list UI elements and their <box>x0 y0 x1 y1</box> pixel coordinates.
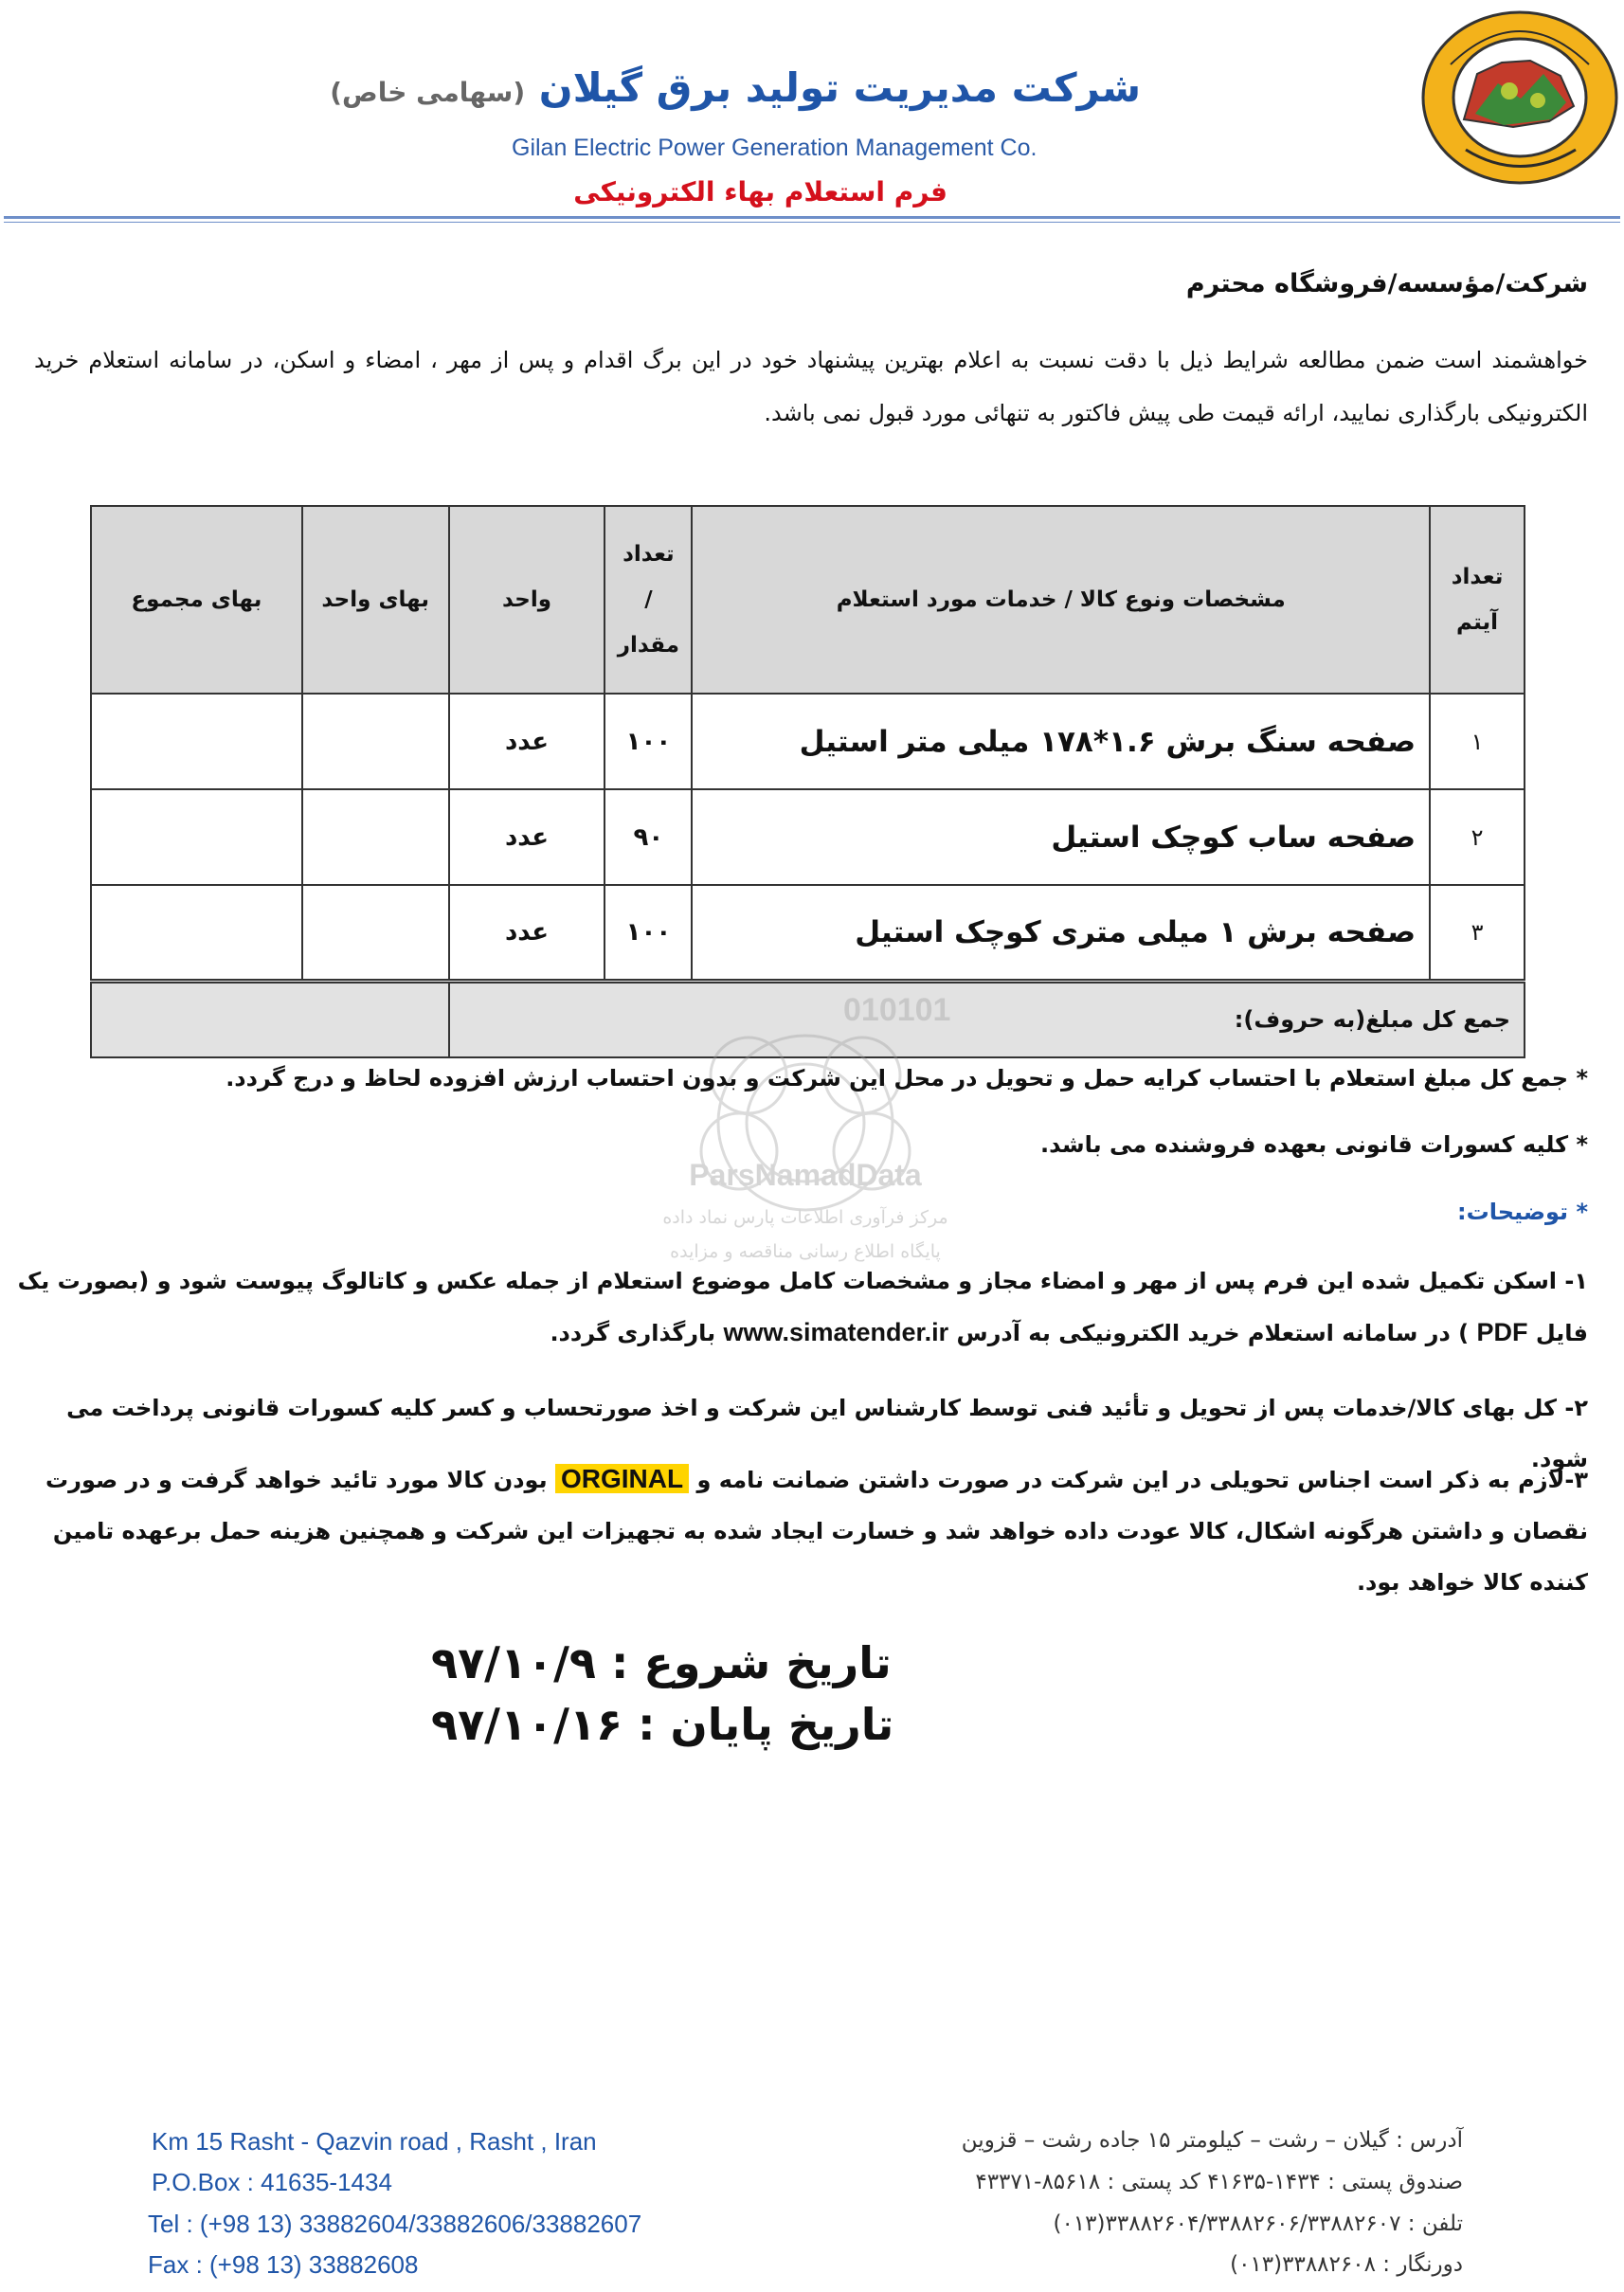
note-text: جمع کل مبلغ استعلام با احتساب کرایه حمل و تحویل در محل این شرکت و بدون احتساب ارزش افزوده لحاظ و درج گردد. <box>226 1065 1569 1092</box>
row-quantity: ۱۰۰ <box>604 885 692 981</box>
row-unit: عدد <box>449 694 605 789</box>
row-total-price-cell[interactable] <box>91 885 302 981</box>
footer-pobox-fa: صندوق پستی : ۱۴۳۴-۴۱۶۳۵ کد پستی : ۸۵۶۱۸-۴۳۳۷۱ <box>975 2170 1463 2194</box>
company-name-en: Gilan Electric Power Generation Management Co. <box>512 135 1038 161</box>
row-unit-price-cell[interactable] <box>302 789 449 885</box>
company-type: (سهامی خاص) <box>330 77 526 108</box>
note-text: کلیه کسورات قانونی بعهده فروشنده می باشد. <box>1040 1131 1569 1158</box>
footer-tel-fa: تلفن : ۳۳۸۸۲۶۰۴/۳۳۸۸۲۶۰۶/۳۳۸۸۲۶۰۷(۰۱۳) <box>1053 2211 1463 2236</box>
note-deductions <box>1040 1131 1588 1158</box>
footer-address-en: Km 15 Rasht - Qazvin road , Rasht , Iran <box>152 2127 597 2156</box>
table-row <box>91 694 1525 789</box>
note-bullet: * <box>1576 1199 1588 1225</box>
watermark-line2: پایگاه اطلاع رسانی مناقصه و مزایده <box>670 1241 941 1262</box>
table-header-row <box>91 506 1525 694</box>
table-row <box>91 885 1525 981</box>
row-quantity: ۹۰ <box>604 789 692 885</box>
footer-address-fa: آدرس : گیلان – رشت – کیلومتر ۱۵ جاده رشت – قزوین <box>961 2128 1463 2153</box>
intro-paragraph: خواهشمند است ضمن مطالعه شرایط ذیل با دقت نسبت به اعلام بهترین پیشنهاد خود در این برگ اقدام و پس از مهر ، امضاء و اسکن، در سامانه استعلام خرید الکترونیکی بارگذاری نمایید، ارائه قیمت طی پیش فاکتور به تنهائی مورد قبول نمی باشد. <box>34 347 1588 426</box>
header-total-price: بهای مجموع <box>91 506 302 694</box>
form-title: فرم استعلام بهاء الکترونیکی <box>573 176 947 208</box>
row-number: ۳ <box>1430 885 1525 981</box>
row-description: صفحه سنگ برش ۱.۶*۱۷۸ میلی متر استیل <box>692 694 1430 789</box>
header-divider-thin <box>4 222 1620 223</box>
company-seal-icon <box>1418 8 1621 188</box>
row-description: صفحه برش ۱ میلی متری کوچک استیل <box>692 885 1430 981</box>
items-table <box>90 505 1525 1058</box>
note-bullet: * <box>1576 1131 1588 1158</box>
header-item-count <box>1430 506 1525 694</box>
footer-pobox-en: P.O.Box : 41635-1434 <box>152 2168 392 2196</box>
header-quantity-line1: تعداد <box>623 542 675 568</box>
header-divider <box>4 216 1620 219</box>
original-highlight: ORGINAL <box>555 1464 689 1493</box>
note-total-amount <box>226 1065 1588 1092</box>
footer-fax-fa: دورنگار : ۳۳۸۸۲۶۰۸(۰۱۳) <box>1230 2252 1463 2277</box>
company-name-fa: شرکت مدیریت تولید برق گیلان <box>538 64 1141 111</box>
row-total-price-cell[interactable] <box>91 789 302 885</box>
row-unit-price-cell[interactable] <box>302 885 449 981</box>
row-number: ۱ <box>1430 694 1525 789</box>
explanation-1 <box>15 1255 1588 1359</box>
watermark-binary: 010101 <box>843 992 951 1028</box>
header-unit-price: بهای واحد <box>302 506 449 694</box>
header-quantity-line2: / <box>644 587 653 613</box>
row-number: ۲ <box>1430 789 1525 885</box>
row-total-price-cell[interactable] <box>91 694 302 789</box>
pdf-label: PDF <box>1476 1318 1528 1346</box>
header-quantity-line3: مقدار <box>617 633 679 659</box>
explanation-3-text-b: بودن کالا مورد تائید خواهد گرفت و در صورت نقصان و داشتن هرگونه اشکال، کالا عودت داده خواهد شد و خسارت ایجاد شده به تجهیزات این شرکت و همچنین هزینه حمل برعهده تامین کننده کالا خواهد بود. <box>45 1467 1588 1596</box>
salutation: شرکت/مؤسسه/فروشگاه محترم <box>1185 269 1588 298</box>
footer-tel-en: Tel : (+98 13) 33882604/33882606/33882607 <box>148 2210 642 2238</box>
explanation-3-text-a: ۳-لازم به ذکر است اجناس تحویلی در این شرکت در صورت داشتن ضمانت نامه و <box>696 1467 1588 1493</box>
header-unit: واحد <box>449 506 605 694</box>
total-amount-cell[interactable] <box>91 981 449 1057</box>
explanation-1-text-b: ) در سامانه استعلام خرید الکترونیکی به آدرس <box>956 1320 1470 1346</box>
row-quantity: ۱۰۰ <box>604 694 692 789</box>
notes-heading-text: توضیحات: <box>1457 1199 1569 1225</box>
watermark-line1: مرکز فرآوری اطلاعات پارس نماد داده <box>662 1207 948 1228</box>
header-item-count-line2: آیتم <box>1456 610 1498 636</box>
notes-heading <box>1457 1199 1588 1225</box>
start-date: تاریخ شروع : ۹۷/۱۰/۹ <box>431 1637 892 1688</box>
explanation-2: ۲- کل بهای کالا/خدمات پس از تحویل و تأئید فنی توسط کارشناس این شرکت و اخذ صورتحساب و کسر کلیه کسورات قانونی پرداخت می شود. <box>66 1395 1588 1472</box>
row-unit-price-cell[interactable] <box>302 694 449 789</box>
row-unit: عدد <box>449 885 605 981</box>
total-label: جمع کل مبلغ(به حروف): <box>449 981 1525 1057</box>
simatender-link[interactable]: www.simatender.ir <box>723 1318 949 1346</box>
explanation-1-text-a: ۱- اسکن تکمیل شده این فرم پس از مهر و امضاء مجاز و مشخصات کامل موضوع استعلام از جمله عکس و کاتالوگ پیوست شود و (بصورت یک فایل <box>17 1268 1588 1346</box>
company-name <box>330 64 1141 111</box>
row-unit: عدد <box>449 789 605 885</box>
header-item-count-line1: تعداد <box>1451 565 1504 590</box>
footer-fax-en: Fax : (+98 13) 33882608 <box>148 2250 419 2279</box>
end-date: تاریخ پایان : ۹۷/۱۰/۱۶ <box>431 1699 894 1750</box>
table-row <box>91 789 1525 885</box>
row-description: صفحه ساب کوچک استیل <box>692 789 1430 885</box>
header-description: مشخصات ونوع کالا / خدمات مورد استعلام <box>692 506 1430 694</box>
explanation-1-text-c: بارگذاری گردد. <box>550 1320 716 1346</box>
watermark-name: ParsNamadData <box>689 1158 922 1192</box>
header-quantity <box>604 506 692 694</box>
explanation-3 <box>15 1453 1588 1608</box>
parsnamaddata-watermark-icon <box>606 981 1004 1284</box>
note-bullet: * <box>1576 1065 1588 1092</box>
